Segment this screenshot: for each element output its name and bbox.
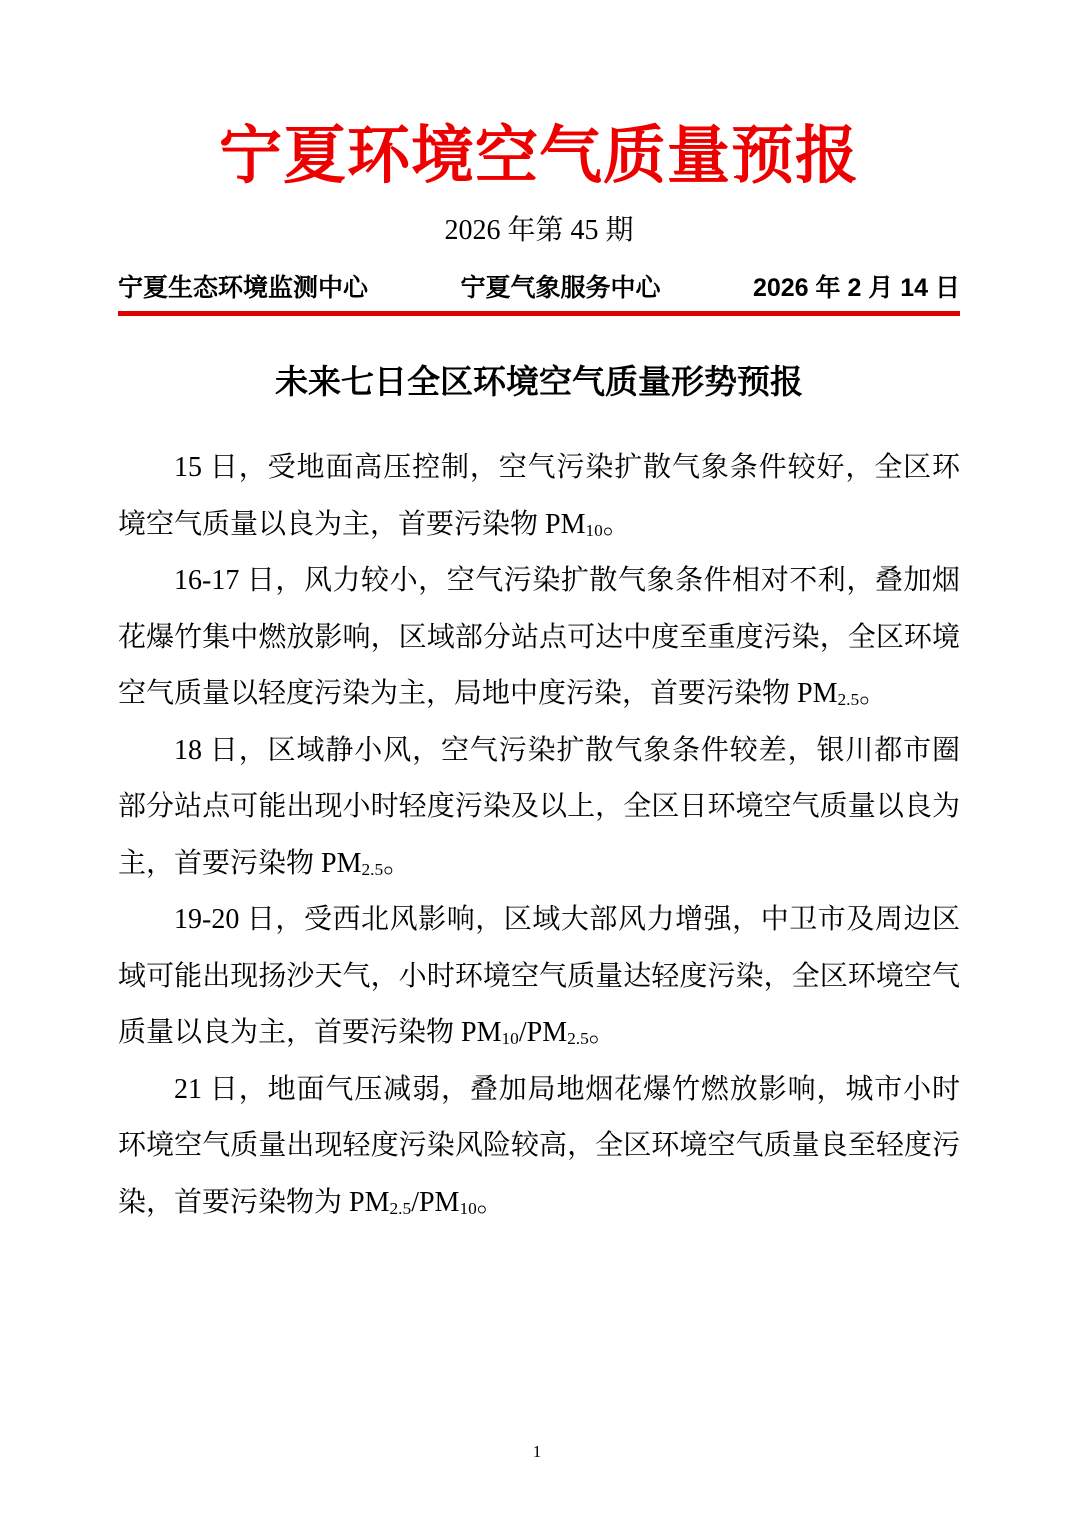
org-weather-service-center: 宁夏气象服务中心 [460,274,661,302]
paragraph-text: 16-17 日，风力较小，空气污染扩散气象条件相对不利，叠加烟花爆竹集中燃放影响，区域部分站点可达中度至重度污染，全区环境空气质量以轻度污染为主，局地中度污染，首要污染物 PM [118,565,960,709]
paragraph-text: 21 日，地面气压减弱，叠加局地烟花爆竹燃放影响，城市小时环境空气质量出现轻度污染风险较高，全区环境空气质量良至轻度污染，首要污染物为 PM [118,1073,960,1218]
forecast-paragraph-3 [118,723,960,893]
page-number: 1 [532,1442,542,1461]
paragraph-text: /PM [411,1186,460,1218]
paragraph-text: 。 [476,1186,505,1218]
forecast-paragraph-2 [118,553,960,723]
pollutant-subscript: 2.5 [567,1029,589,1049]
red-divider-rule [118,311,960,316]
forecast-paragraph-5 [118,1062,960,1232]
issue-number: 2026 年第 45 期 [444,215,634,246]
paragraph-text: 15 日，受地面高压控制，空气污染扩散气象条件较好，全区环境空气质量以良为主，首要污染物 PM [118,452,960,540]
paragraph-text: /PM [518,1017,568,1048]
pollutant-subscript: 2.5 [361,859,384,879]
forecast-paragraphs [118,440,960,1231]
pollutant-subscript: 10 [459,1198,477,1218]
pollutant-subscript: 2.5 [389,1198,412,1218]
forecast-paragraph-1 [118,440,960,553]
header-info-row [118,272,960,304]
paragraph-text: 。 [859,678,888,709]
pollutant-subscript: 2.5 [837,690,860,710]
paragraph-text: 。 [588,1017,617,1048]
pollutant-subscript: 10 [585,520,603,540]
paragraph-text: 。 [602,508,631,540]
org-monitoring-center: 宁夏生态环境监测中心 [118,274,369,302]
paragraph-text: 18 日，区域静小风，空气污染扩散气象条件较差，银川都市圈部分站点可能出现小时轻度污染及以上，全区日环境空气质量以良为主，首要污染物 PM [118,734,960,879]
section-title: 未来七日全区环境空气质量形势预报 [275,363,803,400]
issue-date: 2026 年 2 月 14 日 [752,274,960,302]
document-title: 宁夏环境空气质量预报 [219,121,859,191]
paragraph-text: 19-20 日，受西北风影响，区域大部风力增强，中卫市及周边区域可能出现扬沙天气，小时环境空气质量达轻度污染，全区环境空气质量以良为主，首要污染物 PM [118,904,960,1048]
pollutant-subscript: 10 [501,1029,519,1049]
paragraph-text: 。 [383,847,412,879]
forecast-paragraph-4 [118,892,960,1062]
